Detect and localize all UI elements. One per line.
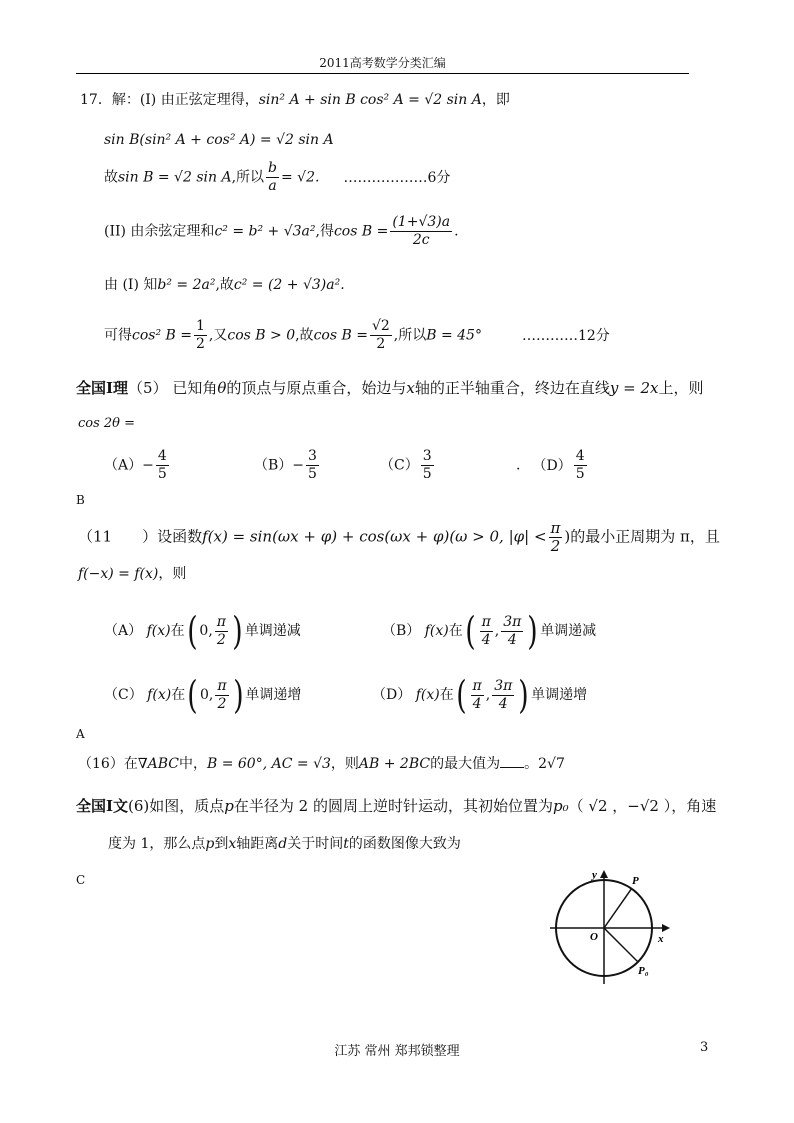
fraction — [215, 614, 228, 649]
math: （ √2 ，−√2 ） — [568, 797, 672, 815]
answer-blank — [500, 756, 524, 768]
option-label: （D） — [532, 457, 572, 474]
text: 故 — [104, 169, 118, 186]
y-label: y — [592, 869, 597, 881]
numerator: π — [217, 677, 227, 694]
text: ,又 — [208, 327, 228, 344]
option-label: （C） — [104, 687, 143, 703]
numerator: 3π — [494, 677, 513, 694]
text: 单调递减 — [244, 623, 301, 639]
q5-option-b — [254, 448, 321, 483]
text: ，即 — [481, 92, 510, 108]
text: 单调递增 — [245, 687, 302, 703]
text: 轴的正半轴重合，终边在直线 — [414, 379, 610, 397]
numerator: π — [550, 519, 561, 537]
q5-option-c — [380, 448, 436, 483]
q11-option-c: （C） f(x)在( 0, $\frac{\pi}{2}$ ) 单调递增 — [104, 673, 302, 717]
q5-line-1 — [76, 378, 704, 398]
fraction — [501, 614, 523, 649]
math: B = 60°, AC = √3 — [206, 756, 331, 772]
s17-line-2 — [104, 130, 334, 150]
math: sin B(sin² A + cos² A) = √2 sin A — [104, 132, 334, 148]
text: 在 — [439, 687, 454, 703]
q5-answer: B — [76, 493, 85, 507]
text: . — [516, 457, 521, 474]
math: θ — [217, 379, 227, 397]
text: . — [454, 223, 459, 240]
q11-answer: A — [76, 727, 85, 741]
text: 在 — [448, 623, 463, 639]
p0-label: P₀ — [638, 965, 649, 977]
question-number: （5） — [128, 379, 168, 397]
fraction — [156, 448, 169, 483]
y-axis-arrow — [600, 870, 608, 878]
question-number: （11 ） — [78, 527, 158, 546]
text: ,所以 — [393, 327, 427, 344]
fraction — [370, 318, 392, 353]
s17-line-6 — [104, 318, 610, 353]
numerator: π — [472, 677, 482, 694]
fraction — [194, 318, 207, 353]
q11-line-2 — [78, 564, 186, 584]
denominator: a — [268, 178, 277, 194]
numerator: 4 — [575, 448, 585, 464]
origin-label: O — [590, 931, 598, 943]
p-label: P — [632, 875, 639, 887]
header-rule — [76, 73, 689, 74]
math: c² = b² + √3a² — [214, 223, 316, 240]
denominator: 2 — [216, 631, 226, 648]
text: 。 — [524, 756, 539, 772]
denominator: 2 — [550, 537, 561, 555]
text: ,故 — [295, 327, 314, 344]
question-number: （16）在 — [78, 756, 138, 772]
x-axis-arrow — [662, 924, 670, 932]
math: f(x) = sin(ωx + φ) + cos(ωx + φ)(ω > 0, |φ| < — [202, 527, 547, 546]
option-label: （A） — [104, 623, 143, 639]
text: ,得 — [315, 223, 334, 240]
denominator: 2 — [376, 336, 386, 352]
text: 到 — [214, 836, 229, 852]
q5-ask — [78, 414, 135, 434]
text: 上，则 — [658, 379, 704, 397]
math: x — [406, 379, 415, 397]
math: B = 45° — [426, 327, 482, 344]
denominator: 5 — [422, 466, 432, 482]
numerator: π — [481, 613, 491, 630]
text: 设函数 — [157, 527, 203, 546]
text: 单调递增 — [531, 687, 588, 703]
option-label: （A） — [104, 457, 143, 474]
option-label: （C） — [380, 457, 419, 474]
q16-line — [78, 754, 565, 774]
numerator: b — [268, 160, 277, 176]
option-label: （B） — [254, 457, 293, 474]
text: 的最大值为 — [430, 756, 501, 772]
fraction — [306, 448, 319, 483]
sign: − — [292, 457, 305, 474]
math: x — [228, 836, 237, 852]
text: 关于时间 — [287, 836, 344, 852]
denominator: 5 — [575, 466, 585, 482]
denominator: 4 — [472, 695, 482, 712]
q6-line-2 — [108, 834, 461, 854]
q11-option-d: （D） f(x)在( $\frac{\pi}{4}$ , $\frac{3\pi}{4}$ ) 单调递增 — [372, 673, 588, 717]
math: f(x) — [424, 623, 449, 639]
fraction — [471, 678, 484, 713]
numerator: √2 — [371, 318, 390, 334]
s17-line-5 — [104, 275, 345, 295]
denominator: 5 — [308, 466, 317, 482]
text: ，则 — [158, 566, 187, 582]
radius-p0 — [604, 928, 638, 962]
q6-line-1 — [76, 796, 716, 816]
numerator: 3 — [422, 448, 432, 464]
math: 0, — [199, 623, 213, 639]
numerator: 4 — [157, 448, 167, 464]
text: ，角速 — [671, 797, 717, 815]
question-source: 全国Ⅰ文 — [76, 797, 129, 815]
math: cos B = — [313, 327, 368, 344]
math: p — [205, 836, 215, 852]
math: 0, — [200, 687, 214, 703]
math: cos 2θ = — [78, 416, 136, 431]
fraction — [574, 448, 587, 483]
math: f(x) — [415, 687, 440, 703]
q5-option-d — [516, 448, 589, 483]
fraction — [492, 678, 514, 713]
q6-answer: C — [76, 873, 86, 887]
denominator: 4 — [498, 695, 508, 712]
q11-option-a: （A） f(x)在( 0, $\frac{\pi}{2}$ ) 单调递减 — [104, 609, 301, 653]
math: t — [343, 836, 349, 852]
page-header: 2011高考数学分类汇编 — [319, 56, 446, 70]
text: 在半径为 2 的圆周上逆时针运动，其初始位置为 — [233, 797, 553, 815]
text: 中， — [178, 756, 207, 772]
math: cos B = — [333, 223, 389, 240]
s17-line-4 — [104, 214, 459, 249]
math: cos B > 0 — [227, 327, 296, 344]
denominator: 4 — [507, 631, 517, 648]
math: b² = 2a² — [157, 277, 216, 293]
math: sin² A + sin B cos² A = √2 sin A — [258, 92, 482, 108]
fraction — [390, 214, 452, 249]
text: 在 — [170, 623, 185, 639]
math: f(−x) = f(x) — [78, 566, 159, 582]
denominator: 2c — [412, 232, 430, 248]
fraction — [215, 678, 228, 713]
text: 轴距离 — [236, 836, 279, 852]
fraction — [421, 448, 434, 483]
math: cos² B = — [132, 327, 192, 344]
denominator: 5 — [157, 466, 167, 482]
option-label: （D） — [372, 687, 412, 703]
numerator: 1 — [196, 318, 205, 334]
denominator: 2 — [196, 336, 205, 352]
question-number: (6) — [128, 797, 150, 815]
math: sin B = √2 sin A — [118, 169, 232, 186]
page-footer: 江苏 常州 郑邦锁整理 — [334, 1044, 460, 1059]
denominator: 4 — [481, 631, 491, 648]
math: f(x) — [146, 623, 171, 639]
sign: − — [142, 457, 154, 474]
text: 可得 — [104, 327, 132, 344]
fraction — [549, 520, 563, 555]
fraction — [480, 614, 493, 649]
radius-p — [604, 888, 632, 928]
math: p₀ — [553, 797, 569, 815]
math: p — [224, 797, 234, 815]
numerator: (1+√3)a — [392, 214, 451, 230]
question-source: 全国Ⅰ理 — [76, 379, 129, 397]
text: 如图，质点 — [149, 797, 225, 815]
text: ,故 — [215, 277, 234, 293]
text: 17．解：(I) 由正弦定理得， — [80, 92, 259, 108]
text: ,所以 — [231, 169, 265, 186]
math: d — [278, 836, 288, 852]
math: ∇ABC — [137, 756, 179, 772]
page-number: 3 — [700, 1040, 709, 1055]
math: c² = (2 + √3)a². — [233, 277, 345, 293]
option-label: （B） — [382, 623, 421, 639]
text: (II) 由余弦定理和 — [104, 223, 215, 240]
s17-line-3 — [104, 160, 450, 195]
numerator: π — [216, 613, 226, 630]
numerator: 3π — [503, 613, 522, 630]
text: 的最小正周期为 π，且 — [570, 527, 720, 546]
score: ………………6分 — [343, 169, 451, 186]
score: …………12分 — [521, 327, 610, 344]
denominator: 2 — [217, 695, 227, 712]
circle-figure — [546, 866, 672, 988]
text: 的函数图像大致为 — [348, 836, 461, 852]
q11-option-b: （B） f(x)在( $\frac{\pi}{4}$ , $\frac{3\pi}{4}$ ) 单调递减 — [382, 609, 597, 653]
text: ，则 — [330, 756, 359, 772]
numerator: 3 — [308, 448, 317, 464]
text: 在 — [171, 687, 186, 703]
text: 单调递减 — [540, 623, 597, 639]
math: y = 2x — [609, 379, 659, 397]
math: = √2. — [281, 169, 320, 186]
s17-line-1 — [80, 90, 510, 110]
math: ) — [564, 527, 571, 546]
text: 的顶点与原点重合，始边与 — [226, 379, 407, 397]
x-label: x — [658, 933, 664, 945]
q5-option-a — [104, 448, 171, 483]
math: f(x) — [147, 687, 172, 703]
math: AB + 2BC — [358, 756, 431, 772]
text: 由 (I) 知 — [104, 277, 158, 293]
text: 度为 1，那么点 — [108, 836, 206, 852]
fraction — [266, 160, 279, 195]
text: 已知角 — [172, 379, 218, 397]
answer: 2√7 — [538, 756, 565, 772]
q11-line-1 — [78, 520, 720, 555]
